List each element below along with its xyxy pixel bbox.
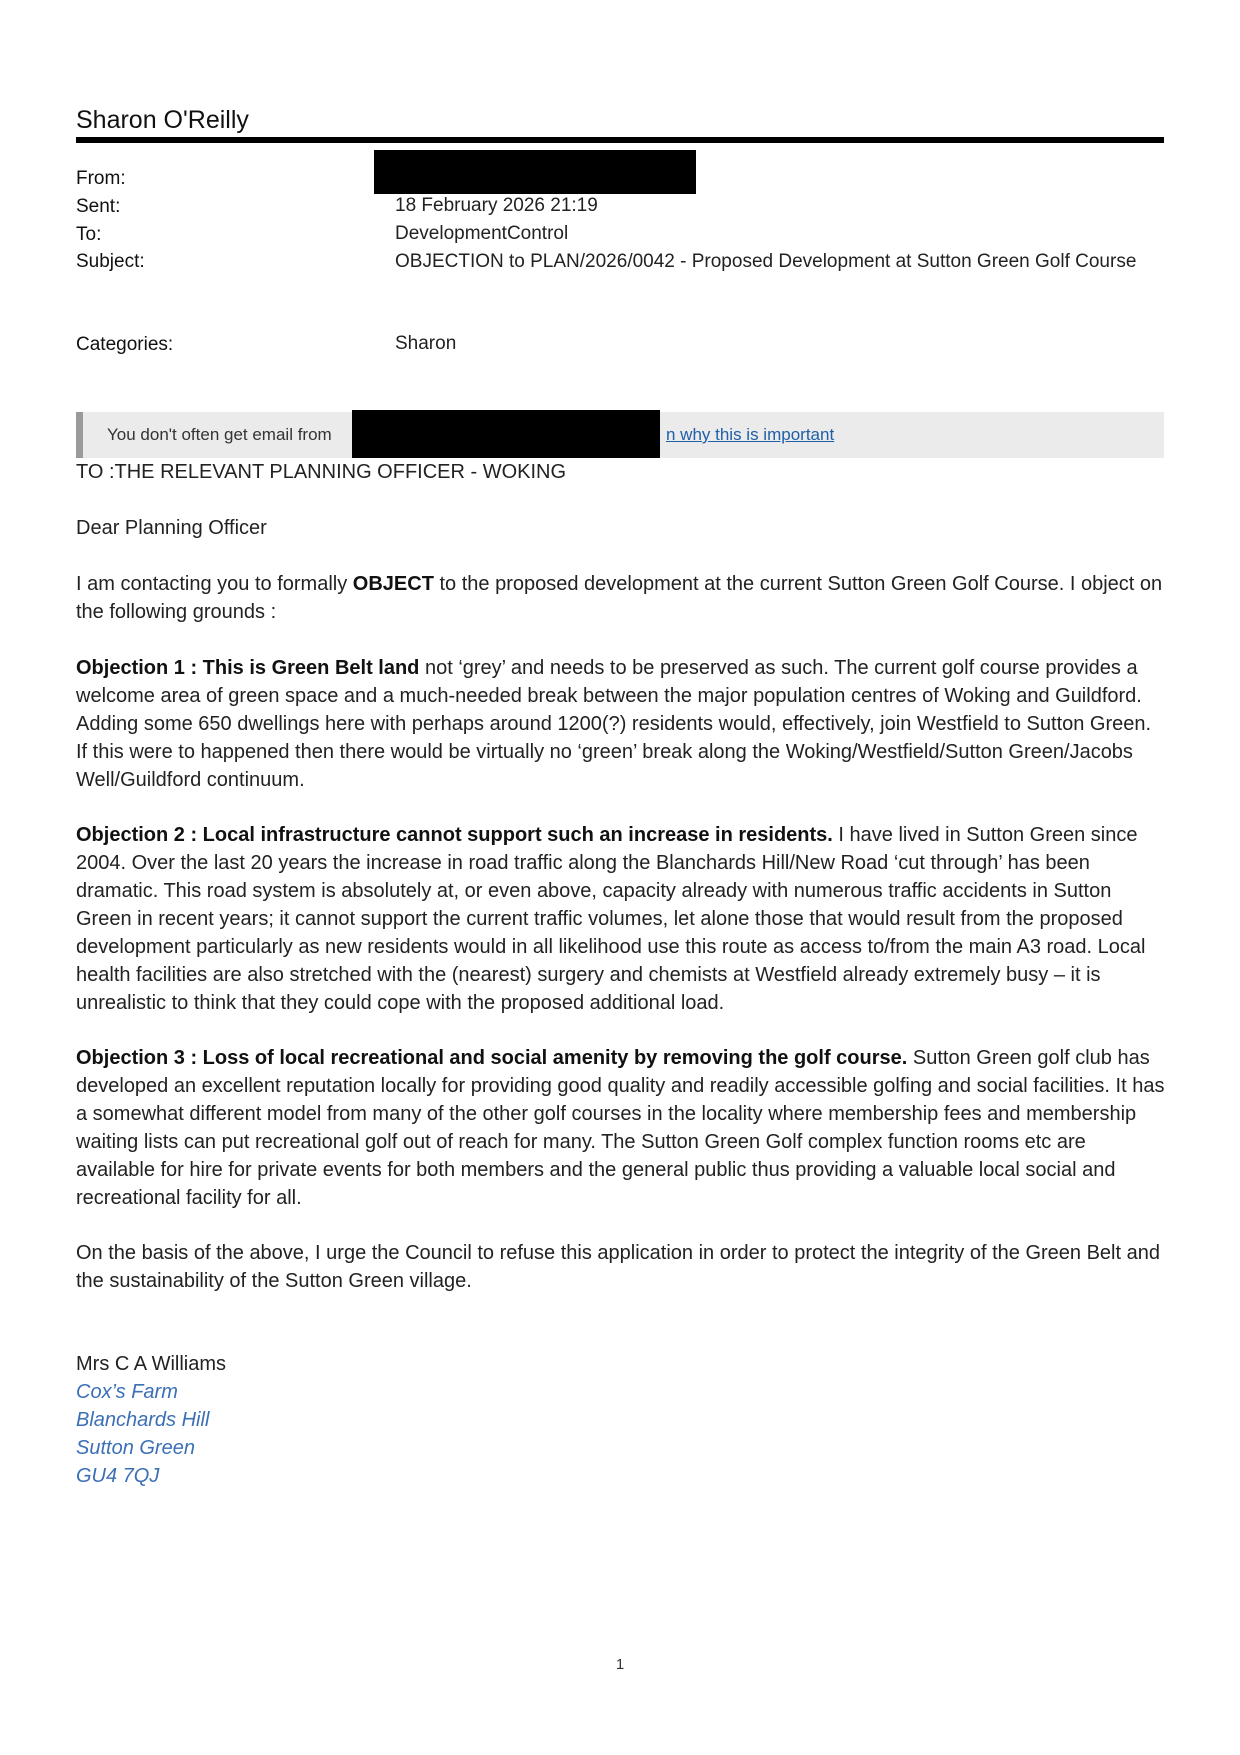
objection-1-heading: Objection 1 : This is Green Belt land [76, 657, 420, 679]
redacted-banner-address [352, 410, 660, 458]
from-label: From: [76, 168, 126, 189]
banner-text: You don't often get email from [107, 425, 332, 444]
signature-address-line-2: Blanchards Hill [76, 1409, 210, 1431]
signature-address-line-3: Sutton Green [76, 1437, 195, 1459]
categories-label: Categories: [76, 334, 174, 355]
objection-2-heading: Objection 2 : Local infrastructure cannot support such an increase in residents. [76, 824, 833, 846]
intro-post: to the proposed development at the current Sutton Green Golf Course. I object on the following grounds : [76, 573, 1163, 623]
signature-block [76, 1350, 1166, 1490]
to-label: To: [76, 224, 102, 245]
objection-2-text: I have lived in Sutton Green since 2004. Over the last 20 years the increase in road traffic along the Blanchards Hill/New Road ‘cut through’ has been dramatic. This road system is absolutely at, or even above, capacity already with numerous traffic accidents in Sutton Green in recent years; it cannot support the current traffic volumes, let alone those that would result from the proposed development particularly as new residents would in all likelihood use this route as access to/from the main A3 road. Local health facilities are also stretched with the (nearest) surgery and chemists at Westfield already extremely busy – it is unrealistic to think that they could cope with the proposed additional load. [76, 824, 1146, 1014]
subject-label: Subject: [76, 251, 145, 272]
signature-name: Mrs C A Williams [76, 1353, 226, 1375]
banner-accent-bar [76, 412, 83, 458]
to-value: DevelopmentControl [395, 223, 569, 244]
conclusion-paragraph: On the basis of the above, I urge the Council to refuse this application in order to protect the integrity of the Green Belt and the sustainability of the Sutton Green village. [76, 1242, 1160, 1292]
redacted-from-address [374, 150, 696, 194]
learn-why-important-link[interactable]: n why this is important [666, 425, 835, 444]
objection-1-paragraph [76, 654, 1166, 794]
page-number: 1 [615, 1656, 625, 1673]
sent-value: 18 February 2026 21:19 [395, 195, 598, 216]
signature-address-line-1: Cox’s Farm [76, 1381, 178, 1403]
salutation: Dear Planning Officer [76, 517, 267, 539]
sent-label: Sent: [76, 196, 121, 217]
objection-2-paragraph [76, 821, 1166, 1017]
objection-3-paragraph [76, 1044, 1166, 1212]
intro-paragraph [76, 570, 1166, 626]
objection-3-heading: Objection 3 : Loss of local recreational and social amenity by removing the golf course. [76, 1047, 908, 1069]
signature-postcode: GU4 7QJ [76, 1465, 160, 1487]
sender-name: Sharon O'Reilly [76, 106, 249, 134]
categories-value: Sharon [395, 333, 457, 354]
objection-1-text: not ‘grey’ and needs to be preserved as such. The current golf course provides a welcome area of green space and a much-needed break between the major population centres of Woking and Guildford. Adding some 650 dwellings here with perhaps around 1200(?) residents would, effectively, join Westfield to Sutton Green. If this were to happened then there would be virtually no ‘green’ break along the Woking/Westfield/Sutton Green/Jacobs Well/Guildford continuum. [76, 657, 1152, 791]
header-rule [76, 137, 1164, 143]
intro-object-word: OBJECT [352, 573, 434, 595]
intro-pre: I am contacting you to formally [76, 573, 353, 595]
objection-3-text: Sutton Green golf club has developed an excellent reputation locally for providing good quality and readily accessible golfing and social facilities. It has a somewhat different model from many of the other golf courses in the locality where membership fees and membership waiting lists can put recreational golf out of reach for many. The Sutton Green Golf complex function rooms etc are available for hire for private events for both members and the general public thus providing a valuable local social and recreational facility for all. [76, 1047, 1165, 1209]
addressee-line: TO :THE RELEVANT PLANNING OFFICER - WOKING [76, 461, 567, 483]
subject-value: OBJECTION to PLAN/2026/0042 - Proposed Development at Sutton Green Golf Course [395, 251, 1137, 272]
